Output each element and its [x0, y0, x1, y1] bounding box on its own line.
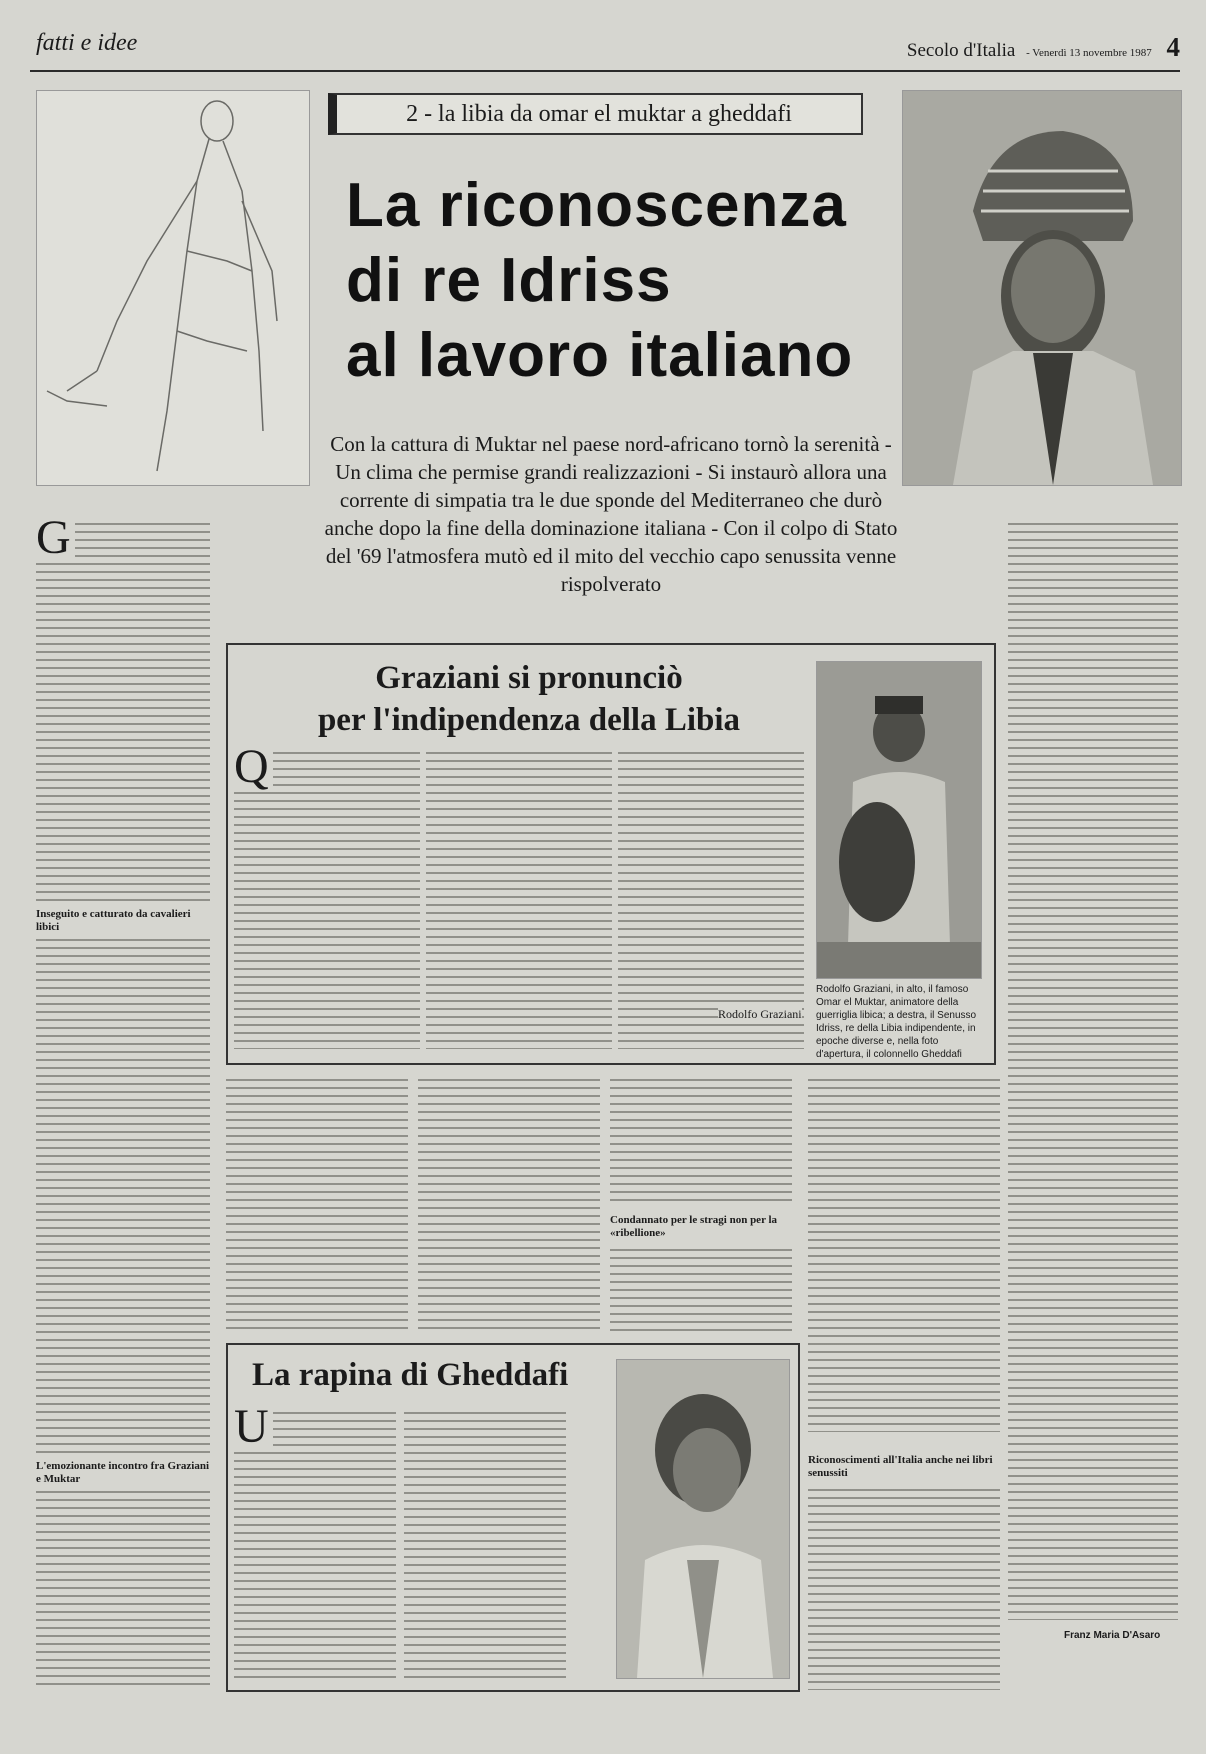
subhead: L'emozionante incontro fra Graziani e Muktar: [36, 1458, 210, 1488]
headline-line: La riconoscenza: [346, 171, 847, 240]
middle-text-col: [808, 1076, 1000, 1432]
box-title-line: Graziani si pronunciò: [375, 660, 683, 696]
box-text-col: [426, 749, 612, 1049]
middle-text-col: [808, 1486, 1000, 1690]
headline-line: al lavoro italiano: [346, 321, 854, 390]
left-column-text: [36, 520, 210, 1690]
subhead: Riconoscimenti all'Italia anche nei libri senussiti: [808, 1452, 1000, 1482]
box-text-col: [234, 749, 420, 1049]
byline: Rodolfo Graziani: [718, 1007, 802, 1021]
subhead: Inseguito e catturato da cavalieri libici: [36, 906, 210, 936]
box-text-col: [618, 749, 804, 1049]
box-title-line: per l'indipendenza della Libia: [317, 702, 741, 738]
box-graziani: [226, 643, 996, 1065]
dropcap: U: [234, 1405, 273, 1449]
issue-date: - Venerdì 13 novembre 1987: [1026, 47, 1152, 59]
dropcap: Q: [234, 745, 273, 789]
box-gheddafi: [226, 1343, 800, 1692]
subhead: Condannato per le stragi non per la «ribellione»: [610, 1212, 792, 1242]
box-title: La rapina di Gheddafi: [252, 1357, 569, 1393]
sketch-illustration: [36, 90, 310, 486]
box-text-col: [404, 1409, 566, 1681]
middle-text-col: [418, 1076, 600, 1334]
right-column-text: [1008, 520, 1178, 1620]
dropcap: G: [36, 516, 75, 560]
middle-text-col: [610, 1076, 792, 1206]
middle-text-col: [610, 1246, 792, 1336]
portrait-photo-idriss: [902, 90, 1182, 486]
section-name: fatti e idee: [36, 30, 138, 56]
headline-line: di re Idriss: [346, 246, 672, 315]
masthead-right: [907, 32, 1180, 63]
portrait-photo-gheddafi: [616, 1359, 790, 1679]
headline: [346, 168, 866, 393]
middle-text-col: [226, 1076, 408, 1334]
box-title: [248, 657, 810, 741]
kicker: 2 - la libia da omar el muktar a gheddafi: [328, 93, 863, 135]
portrait-photo-graziani: [816, 661, 982, 979]
page-number: 4: [1166, 32, 1180, 62]
signature: Franz Maria D'Asaro: [1064, 1630, 1161, 1641]
photo-caption: Rodolfo Graziani, in alto, il famoso Omar el Muktar, animatore della guerriglia libica; a destra, il Senusso Idriss, re della Libia indipendente, in epoche diverse e, nella foto d'apertura, il colonnello Gheddafi: [816, 984, 977, 1060]
deck: Con la cattura di Muktar nel paese nord-africano tornò la serenità - Un clima che permise grandi realizzazioni - Si instaurò allora una corrente di simpatia tra le due sponde del Mediterraneo che durò anche dopo la fine della dominazione italiana - Con il colpo di Stato del '69 l'atmosfera mutò ed il mito del vecchio capo senussita venne rispolverato: [324, 432, 898, 596]
newspaper-name: Secolo d'Italia: [906, 40, 1016, 61]
masthead: [30, 22, 1180, 72]
